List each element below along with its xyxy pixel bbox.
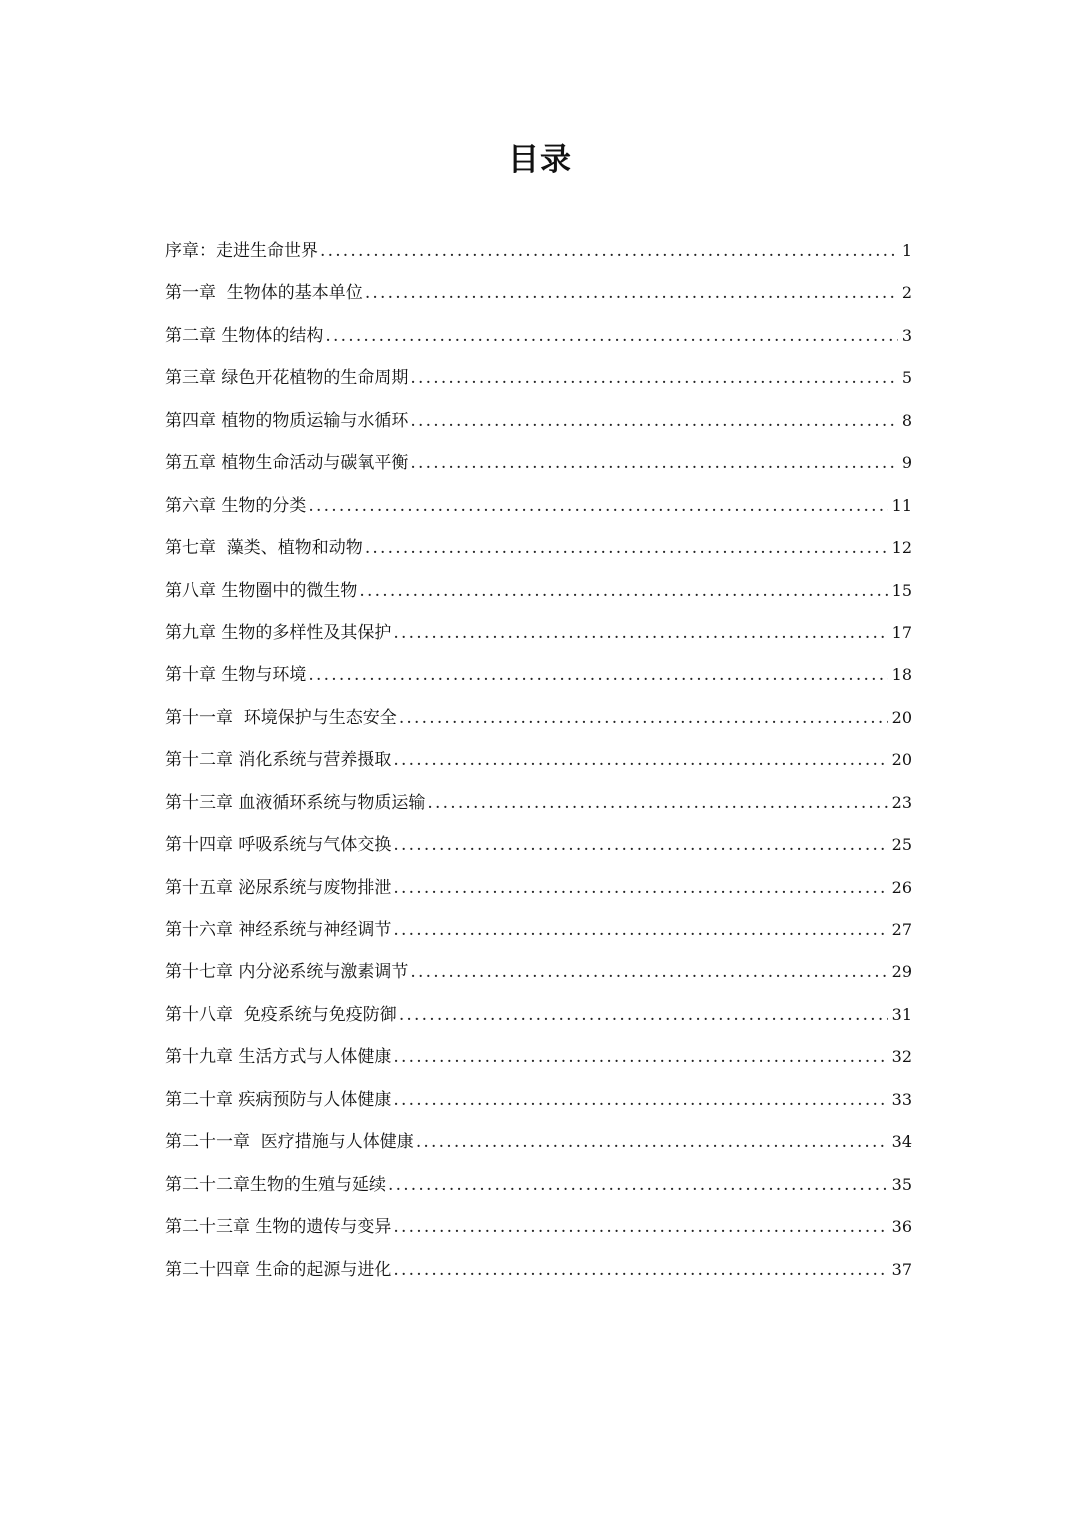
toc-entry-label: 第二十章 疾病预防与人体健康 xyxy=(165,1089,392,1110)
dot-leader xyxy=(410,442,897,484)
toc-entry-label: 第八章 生物圈中的微生物 xyxy=(165,580,358,601)
dot-leader xyxy=(393,824,887,866)
toc-entry-label: 第四章 植物的物质运输与水循环 xyxy=(165,410,409,431)
toc-entry-label: 第十四章 呼吸系统与气体交换 xyxy=(165,835,392,856)
dot-leader xyxy=(365,527,888,569)
dot-leader xyxy=(399,994,888,1036)
toc-entry-label: 第二十一章 医疗措施与人体健康 xyxy=(165,1132,414,1153)
toc-entry-label: 第九章 生物的多样性及其保护 xyxy=(165,622,392,643)
toc-entry xyxy=(165,442,912,484)
toc-entry xyxy=(165,230,912,272)
dot-leader xyxy=(410,357,897,399)
toc-entry xyxy=(165,1206,912,1248)
toc-entry xyxy=(165,994,912,1036)
toc-entry-label: 第十七章 内分泌系统与激素调节 xyxy=(165,962,409,983)
toc-entry-page: 29 xyxy=(891,962,912,982)
toc-entry-page: 36 xyxy=(891,1217,912,1237)
toc-entry xyxy=(165,1036,912,1078)
toc-entry-label: 第十六章 神经系统与神经调节 xyxy=(165,920,392,940)
toc-entry xyxy=(165,612,912,654)
toc-entry-page: 17 xyxy=(891,622,912,642)
dot-leader xyxy=(393,909,887,951)
toc-entry xyxy=(165,1249,912,1291)
dot-leader xyxy=(308,654,887,696)
toc-entry-page: 37 xyxy=(891,1259,912,1279)
toc-entry xyxy=(165,697,912,739)
toc-entry-page: 33 xyxy=(891,1089,912,1109)
dot-leader xyxy=(393,1036,887,1078)
toc-entry-page: 20 xyxy=(891,707,912,727)
toc-entry xyxy=(165,1079,912,1121)
toc-entry xyxy=(165,570,912,612)
toc-entry xyxy=(165,485,912,527)
dot-leader xyxy=(393,1249,887,1291)
dot-leader xyxy=(410,951,887,993)
dot-leader xyxy=(393,1079,887,1121)
toc-entry-label: 第十一章 环境保护与生态安全 xyxy=(165,707,397,728)
toc-entry xyxy=(165,951,912,993)
toc-entry-page: 23 xyxy=(891,792,912,812)
toc-entry-page: 15 xyxy=(891,580,912,600)
toc-entry-label: 第二十四章 生命的起源与进化 xyxy=(165,1259,392,1280)
table-of-contents xyxy=(165,230,912,1291)
toc-entry xyxy=(165,739,912,781)
toc-entry-page: 9 xyxy=(901,453,912,473)
toc-entry xyxy=(165,909,912,951)
toc-entry-label: 第二十三章 生物的遗传与变异 xyxy=(165,1217,392,1238)
toc-entry xyxy=(165,400,912,442)
toc-entry-page: 34 xyxy=(891,1132,912,1152)
toc-entry-page: 2 xyxy=(901,283,912,303)
toc-entry xyxy=(165,1121,912,1163)
dot-leader xyxy=(399,697,888,739)
toc-entry-page: 31 xyxy=(891,1004,912,1024)
toc-entry-label: 第五章 植物生命活动与碳氧平衡 xyxy=(165,453,409,474)
dot-leader xyxy=(416,1121,888,1163)
dot-leader xyxy=(427,782,887,824)
toc-entry xyxy=(165,867,912,909)
dot-leader xyxy=(325,315,897,357)
toc-entry-label: 第一章 生物体的基本单位 xyxy=(165,283,363,304)
toc-entry xyxy=(165,782,912,824)
toc-entry-label: 第十章 生物与环境 xyxy=(165,665,307,686)
toc-entry-page: 8 xyxy=(901,410,912,430)
toc-entry-page: 25 xyxy=(891,835,912,855)
toc-entry-label: 序章：走进生命世界 xyxy=(165,241,318,261)
dot-leader xyxy=(308,485,887,527)
toc-entry-page: 20 xyxy=(891,750,912,770)
toc-entry-page: 12 xyxy=(891,538,912,558)
toc-entry-page: 1 xyxy=(901,241,912,260)
toc-entry-label: 第十八章 免疫系统与免疫防御 xyxy=(165,1004,397,1025)
toc-entry-page: 32 xyxy=(891,1047,912,1067)
toc-entry-label: 第六章 生物的分类 xyxy=(165,495,307,516)
toc-entry-label: 第二十二章生物的生殖与延续 xyxy=(165,1174,386,1195)
toc-entry xyxy=(165,357,912,399)
toc-entry-label: 第二章 生物体的结构 xyxy=(165,325,324,346)
toc-entry-page: 26 xyxy=(891,877,912,897)
page-title: 目录 xyxy=(508,142,572,178)
toc-entry xyxy=(165,654,912,696)
toc-entry xyxy=(165,315,912,357)
toc-entry-page: 11 xyxy=(891,495,912,515)
dot-leader xyxy=(393,867,887,909)
toc-entry xyxy=(165,824,912,866)
toc-entry-label: 第十三章 血液循环系统与物质运输 xyxy=(165,792,426,813)
dot-leader xyxy=(393,1206,887,1248)
toc-entry-page: 18 xyxy=(891,665,912,685)
toc-entry-label: 第十二章 消化系统与营养摄取 xyxy=(165,750,392,771)
toc-entry-page: 27 xyxy=(891,920,912,939)
dot-leader xyxy=(393,739,887,781)
toc-entry-page: 3 xyxy=(901,325,912,345)
dot-leader xyxy=(365,272,898,314)
dot-leader xyxy=(359,570,887,612)
toc-entry xyxy=(165,1164,912,1206)
toc-entry xyxy=(165,527,912,569)
toc-entry xyxy=(165,272,912,314)
toc-entry-label: 第三章 绿色开花植物的生命周期 xyxy=(165,368,409,389)
toc-entry-label: 第十五章 泌尿系统与废物排泄 xyxy=(165,877,392,898)
toc-entry-page: 5 xyxy=(901,368,912,388)
dot-leader xyxy=(410,400,897,442)
dot-leader xyxy=(388,1164,888,1206)
toc-entry-label: 第十九章 生活方式与人体健康 xyxy=(165,1047,392,1068)
toc-entry-page: 35 xyxy=(891,1174,912,1194)
dot-leader xyxy=(320,230,898,272)
dot-leader xyxy=(393,612,887,654)
toc-entry-label: 第七章 藻类、植物和动物 xyxy=(165,538,363,559)
